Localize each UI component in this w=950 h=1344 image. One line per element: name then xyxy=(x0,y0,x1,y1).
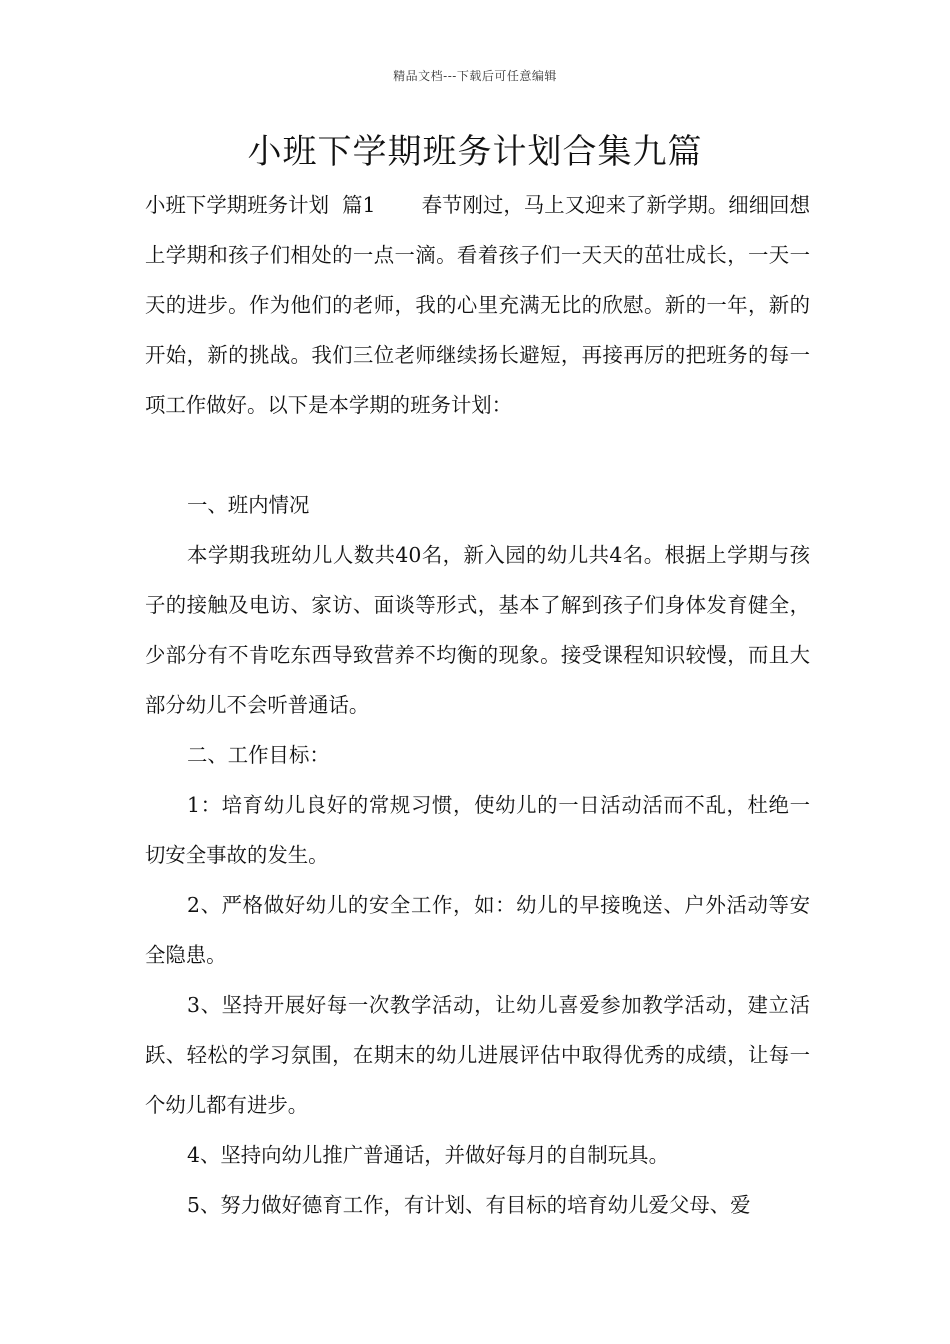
intro-paragraph xyxy=(145,180,810,430)
document-body xyxy=(145,180,810,1230)
goal-item-4: 4、坚持向幼儿推广普通话，并做好每月的自制玩具。 xyxy=(187,1143,669,1167)
intro-text: 春节刚过，马上又迎来了新学期。细细回想上学期和孩子们相处的一点一滴。看着孩子们一天天的茁壮成长，一天一天的进步。作为他们的老师，我的心里充满无比的欣慰。新的一年，新的开始，新的挑战。我们三位老师继续扬长避短，再接再厉的把班务的每一项工作做好。以下是本学期的班务计划： xyxy=(145,193,810,417)
section-heading-work-goals: 二、工作目标： xyxy=(187,743,330,767)
section-heading-class-situation: 一、班内情况 xyxy=(187,493,310,517)
document-title: 小班下学期班务计划合集九篇 xyxy=(247,132,703,172)
paragraph-gap xyxy=(145,430,810,480)
goal-item-2: 2、严格做好幼儿的安全工作，如：幼儿的早接晚送、户外活动等安全隐患。 xyxy=(145,893,810,967)
goal-item-3: 3、坚持开展好每一次教学活动，让幼儿喜爱参加教学活动，建立活跃、轻松的学习氛围，在期末的幼儿进展评估中取得优秀的成绩，让每一个幼儿都有进步。 xyxy=(145,993,810,1117)
goal-item-5: 5、努力做好德育工作，有计划、有目标的培育幼儿爱父母、爱 xyxy=(187,1193,751,1217)
paragraph-class-situation: 本学期我班幼儿人数共40名，新入园的幼儿共4名。根据上学期与孩子的接触及电访、家访、面谈等形式，基本了解到孩子们身体发育健全，少部分有不肯吃东西导致营养不均衡的现象。接受课程知识较慢，而且大部分幼儿不会听普通话。 xyxy=(145,543,810,717)
header-note: 精品文档---下载后可任意编辑 xyxy=(393,69,557,83)
intro-lead: 小班下学期班务计划 篇1 xyxy=(145,193,376,217)
goal-item-1: 1：培育幼儿良好的常规习惯，使幼儿的一日活动活而不乱，杜绝一切安全事故的发生。 xyxy=(145,793,810,867)
